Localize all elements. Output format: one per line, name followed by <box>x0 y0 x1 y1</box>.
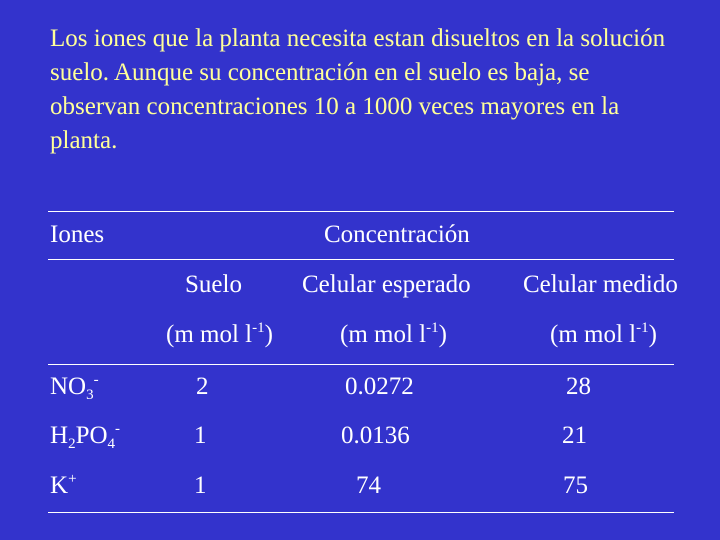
ion-k: K+ <box>50 471 77 499</box>
intro-line: Los iones que la planta necesita estan disueltos en la solución <box>50 25 666 52</box>
intro-paragraph <box>50 22 690 158</box>
header-ions: Iones <box>50 221 105 248</box>
header-soil: Suelo <box>185 271 242 298</box>
table-cell-soil: 2 <box>196 373 209 400</box>
header-measured: Celular medido <box>523 271 678 298</box>
table-bottom-rule <box>48 512 674 513</box>
unit-soil: (m mol $l^{-1}$) <box>166 320 273 348</box>
table-cell-measured: 28 <box>566 373 591 400</box>
table-cell-expected: 74 <box>356 472 381 499</box>
ion-no3: $NO_3^-$ <box>50 372 99 403</box>
table-cell-expected: 0.0136 <box>341 422 410 449</box>
table-cell-expected: 0.0272 <box>345 373 414 400</box>
unit-expected: (m mol $l^{-1}$) <box>340 320 447 348</box>
header-concentration: Concentración <box>324 221 470 248</box>
intro-line: suelo. Aunque su concentración en el suelo es baja, se <box>50 59 590 86</box>
intro-line: planta. <box>50 127 118 154</box>
table-cell-soil: 1 <box>194 422 207 449</box>
unit-measured: (m mol $l^{-1}$) <box>550 320 657 348</box>
header-expected: Celular esperado <box>302 271 471 298</box>
table-cell-soil: 1 <box>194 472 207 499</box>
table-top-rule <box>48 211 674 212</box>
intro-line: observan concentraciones 10 a 1000 veces mayores en la <box>50 93 620 120</box>
table-cell-measured: 75 <box>563 472 588 499</box>
table-cell-measured: 21 <box>562 422 587 449</box>
body-rule <box>48 364 674 365</box>
ion-h2po4: $H_2PO_4^-$ <box>50 421 121 452</box>
header-rule <box>48 259 674 260</box>
